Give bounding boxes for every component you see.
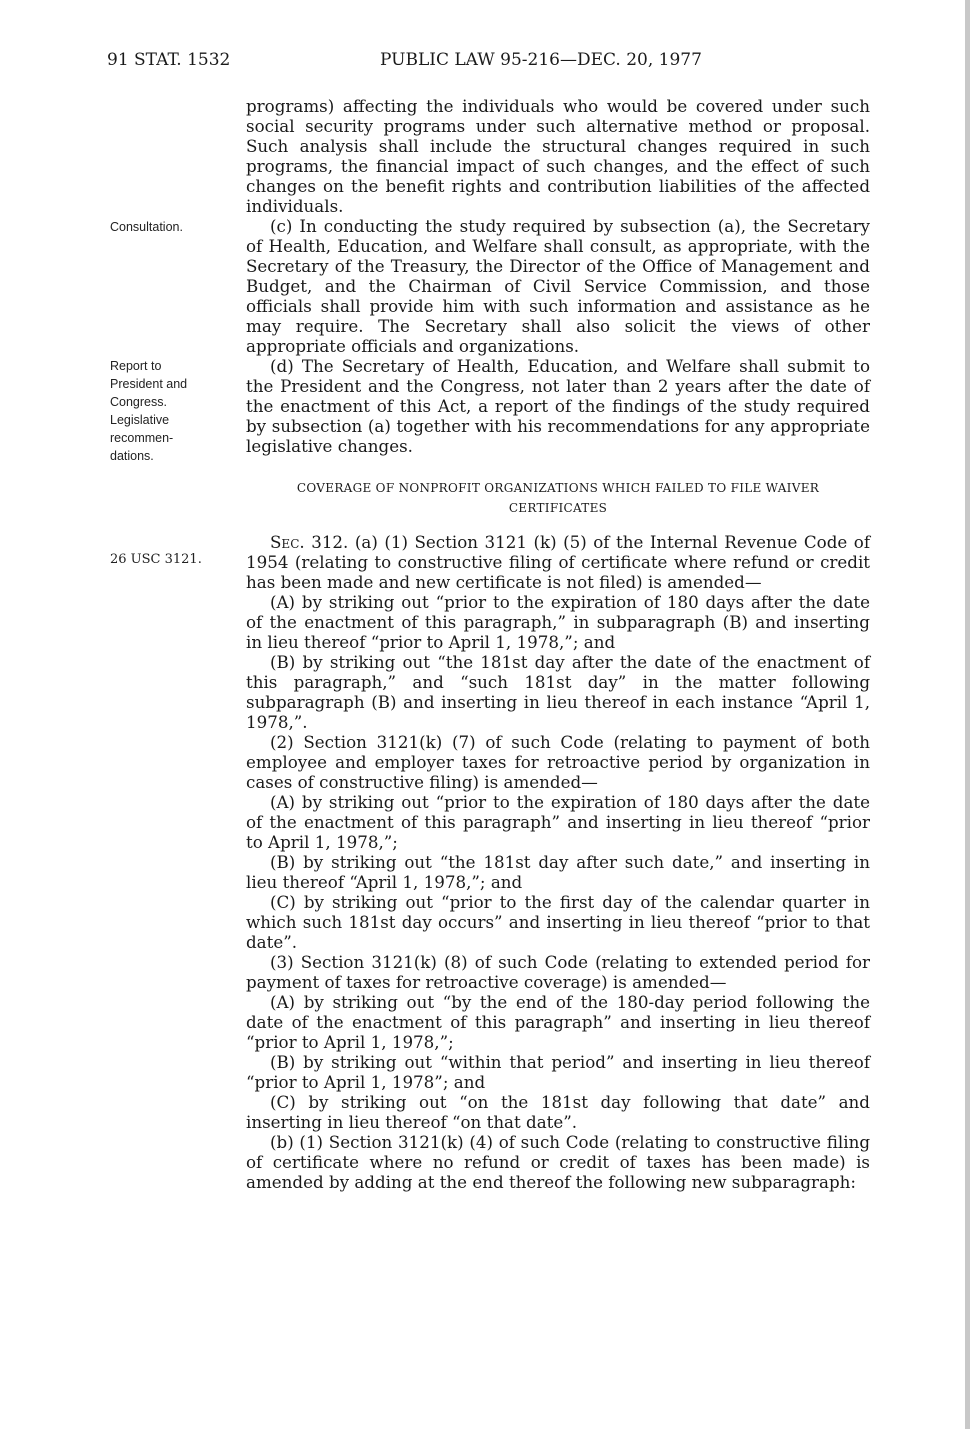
scan-edge — [965, 0, 970, 1429]
clause-a2-B: (B) by striking out “the 181st day after such date,” and inserting in lieu thereof “April 1, 1978,”; and — [246, 852, 870, 892]
clause-a1-A: (A) by striking out “prior to the expiration of 180 days after the date of the enactment of this paragraph,” in subparagraph (B) and inserting in lieu thereof “prior to April 1, 1978,”; and — [246, 592, 870, 652]
clause-a2-C: (C) by striking out “prior to the first day of the calendar quarter in which such 181st day occurs” and inserting in lieu thereof “prior to that date”. — [246, 892, 870, 952]
subsection-d: (d) The Secretary of Health, Education, and Welfare shall submit to the President and the Congress, not later than 2 years after the date of the enactment of this Act, a report of the findings of the study required by subsection (a) together with his recommendations for any appropriate legislative changes. — [246, 356, 870, 456]
margin-note-line: Legislative — [110, 413, 170, 427]
margin-note-line: recommen- — [110, 431, 174, 445]
paragraph-a2: (2) Section 3121(k) (7) of such Code (relating to payment of both employee and employer taxes for retroactive period by organization in cases of constructive filing) is amended— — [246, 732, 870, 792]
clause-a3-A: (A) by striking out “by the end of the 180-day period following the date of the enactment of this paragraph” and inserting in lieu thereof “prior to April 1, 1978,”; — [246, 992, 870, 1052]
clause-a2-A: (A) by striking out “prior to the expiration of 180 days after the date of the enactment of this paragraph” and inserting in lieu thereof “prior to April 1, 1978,”; — [246, 792, 870, 852]
margin-note-line: Report to — [110, 359, 162, 373]
section-312-text: 312. (a) (1) Section 3121 (k) (5) of the Internal Revenue Code of 1954 (relating to constructive filing of certificate where refund or credit has been made and new certificate is not filed) is amended— — [246, 532, 870, 592]
statute-page-number: 91 STAT. 1532 — [107, 50, 231, 70]
running-header: PUBLIC LAW 95-216—DEC. 20, 1977 — [380, 50, 702, 70]
section-heading: COVERAGE OF NONPROFIT ORGANIZATIONS WHICH FAILED TO FILE WAIVER CERTIFICATES — [296, 481, 820, 515]
margin-note-report — [110, 357, 222, 465]
margin-note-line: Congress. — [110, 395, 167, 409]
clause-a3-C: (C) by striking out “on the 181st day following that date” and inserting in lieu thereof “on that date”. — [246, 1092, 870, 1132]
body-text — [246, 96, 870, 1192]
subsection-b1: (b) (1) Section 3121(k) (4) of such Code (relating to constructive filing of certificate where no refund or credit of taxes has been made) is amended by adding at the end thereof the following new subparagraph: — [246, 1132, 870, 1192]
clause-a1-B: (B) by striking out “the 181st day after the date of the enactment of this paragraph,” and “such 181st day” in the matter following subparagraph (B) and inserting in lieu thereof in each instance “April 1, 1978,”. — [246, 652, 870, 732]
margin-note-consultation: Consultation. — [110, 220, 183, 234]
section-312 — [246, 532, 870, 592]
paragraph-continuation: programs) affecting the individuals who would be covered under such social security programs under such alternative method or proposal. Such analysis shall include the structural changes required in such programs, the financial impact of such changes, and the effect of such changes on the benefit rights and contribution liabilities of the affected individuals. — [246, 96, 870, 216]
subsection-c: (c) In conducting the study required by subsection (a), the Secretary of Health, Education, and Welfare shall consult, as appropriate, with the Secretary of the Treasury, the Director of the Office of Management and Budget, and the Chairman of Civil Service Commission, and those officials shall provide him with such information and assistance as he may require. The Secretary shall also solicit the views of other appropriate officials and organizations. — [246, 216, 870, 356]
margin-note-citation: 26 USC 3121. — [110, 552, 202, 567]
section-label: Sec. — [270, 532, 305, 552]
margin-note-line: President and — [110, 377, 188, 391]
paragraph-a3: (3) Section 3121(k) (8) of such Code (relating to extended period for payment of taxes for retroactive coverage) is amended— — [246, 952, 870, 992]
margin-note-line: dations. — [110, 449, 154, 463]
clause-a3-B: (B) by striking out “within that period” and inserting in lieu thereof “prior to April 1, 1978”; and — [246, 1052, 870, 1092]
